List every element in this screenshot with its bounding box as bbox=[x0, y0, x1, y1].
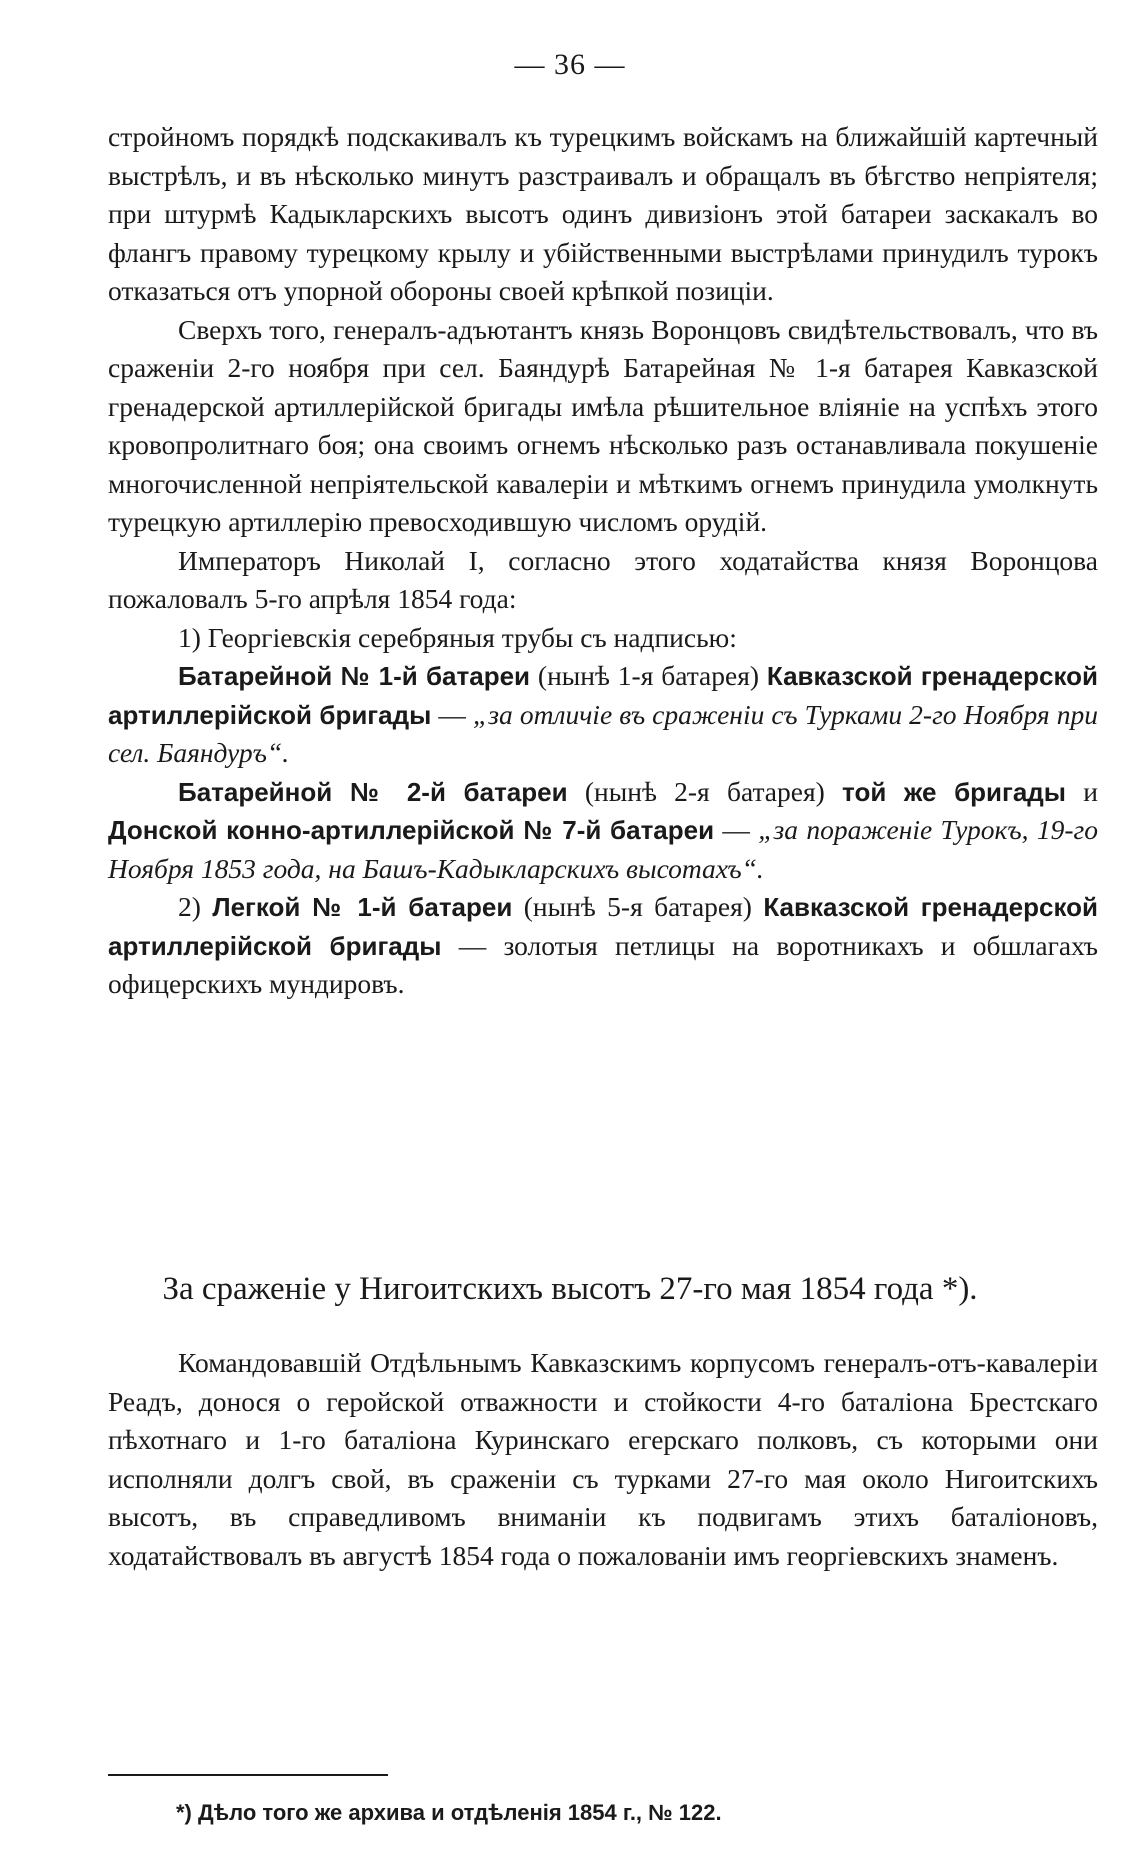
section-heading: За сраженіе у Нигоитскихъ высотъ 27-го мая 1854 года *). bbox=[162, 1271, 978, 1307]
award-1b-and: и bbox=[1066, 775, 1098, 807]
award-2-note: (нынѣ 5-я батарея) bbox=[512, 891, 764, 922]
award-1a-note: (нынѣ 1-я батарея) bbox=[530, 660, 767, 691]
section-text-block bbox=[108, 1344, 1098, 1575]
main-text-block bbox=[108, 118, 1098, 1004]
award-1b-brigade: той же бригады bbox=[842, 776, 1067, 807]
award-item-1-intro: 1) Георгіевскія серебряныя трубы съ надписью: bbox=[178, 621, 737, 653]
award-item-1b bbox=[108, 773, 1098, 889]
footnote: *) Дѣло того же архива и отдѣленія 1854 г., № 122. bbox=[176, 1800, 722, 1825]
award-1b-don-battery: Донской конно-артиллерійской № 7-й батареи bbox=[108, 815, 715, 845]
award-2-award: — золотыя петлицы на воротникахъ и обшлагахъ офицерскихъ мундировъ. bbox=[108, 929, 1098, 999]
award-1a-brigade: Кавказской гренадерской артиллерійской бригады bbox=[108, 661, 1098, 730]
award-item-2 bbox=[108, 888, 1098, 1004]
award-1a-inscription: „за отличіе въ сраженіи съ Турками 2-го Ноября при сел. Баяндуръ“. bbox=[108, 698, 1098, 768]
award-2-number: 2) bbox=[178, 891, 213, 922]
award-2-brigade: Кавказской гренадерской артиллерійской бригады bbox=[108, 892, 1098, 961]
award-item-1a bbox=[108, 657, 1098, 773]
paragraph-1: стройномъ порядкѣ подскакивалъ къ турецкимъ войскамъ на ближайшій картечный выстрѣлъ, и въ нѣсколько минутъ разстраивалъ и обращалъ въ бѣгство непріятеля; при штурмѣ Кадыкларскихъ высотъ одинъ дивизіонъ этой батареи заскакалъ во флангъ правому турецкому крылу и убійственными выстрѣлами принудилъ турокъ отказаться отъ упорной обороны своей крѣпкой позиціи. bbox=[108, 121, 1098, 306]
footnote-divider bbox=[108, 1774, 388, 1776]
paragraph-3: Императоръ Николай I, согласно этого ходатайства князя Воронцова пожаловалъ 5-го апрѣля 1854 года: bbox=[108, 544, 1098, 614]
paragraph-2: Сверхъ того, генералъ-адъютантъ князь Воронцовъ свидѣтельствовалъ, что въ сраженіи 2-го ноября при сел. Баяндурѣ Батарейная № 1-я батарея Кавказской гренадерской артиллерійской бригады имѣла рѣшительное вліяніе на успѣхъ этого кровопролитнаго боя; она своимъ огнемъ нѣсколько разъ останавливала покушеніе многочисленной непріятельской кавалеріи и мѣткимъ огнемъ принудила умолкнуть турецкую артиллерію превосходившую числомъ орудій. bbox=[108, 313, 1098, 537]
award-1b-inscription: „за пораженіе Турокъ, 19-го Ноября 1853 года, на Башъ-Кадыкларскихъ высотахъ“. bbox=[108, 814, 1098, 884]
award-1b-dash: — bbox=[714, 814, 759, 845]
award-2-battery: Легкой № 1-й батареи bbox=[212, 892, 513, 922]
award-1b-battery: Батарейной № 2-й батареи bbox=[178, 776, 568, 807]
paragraph-4: Командовавшій Отдѣльнымъ Кавказскимъ корпусомъ генералъ-отъ-кавалеріи Реадъ, донося о геройской отважности и стойкости 4-го баталіона Брестскаго пѣхотнаго и 1-го баталіона Куринскаго егерскаго полковъ, съ которыми они исполняли долгъ свой, въ сраженіи съ турками 27-го мая около Нигоитскихъ высотъ, въ справедливомъ вниманіи къ подвигамъ этихъ баталіоновъ, ходатайствовалъ въ августѣ 1854 года о пожалованіи имъ георгіевскихъ знаменъ. bbox=[108, 1347, 1098, 1571]
award-1a-dash: — bbox=[431, 698, 473, 730]
page-number: — 36 — bbox=[514, 48, 626, 81]
award-1b-note: (нынѣ 2-я батарея) bbox=[567, 775, 843, 807]
award-1a-battery: Батарейной № 1-й батареи bbox=[178, 661, 531, 691]
